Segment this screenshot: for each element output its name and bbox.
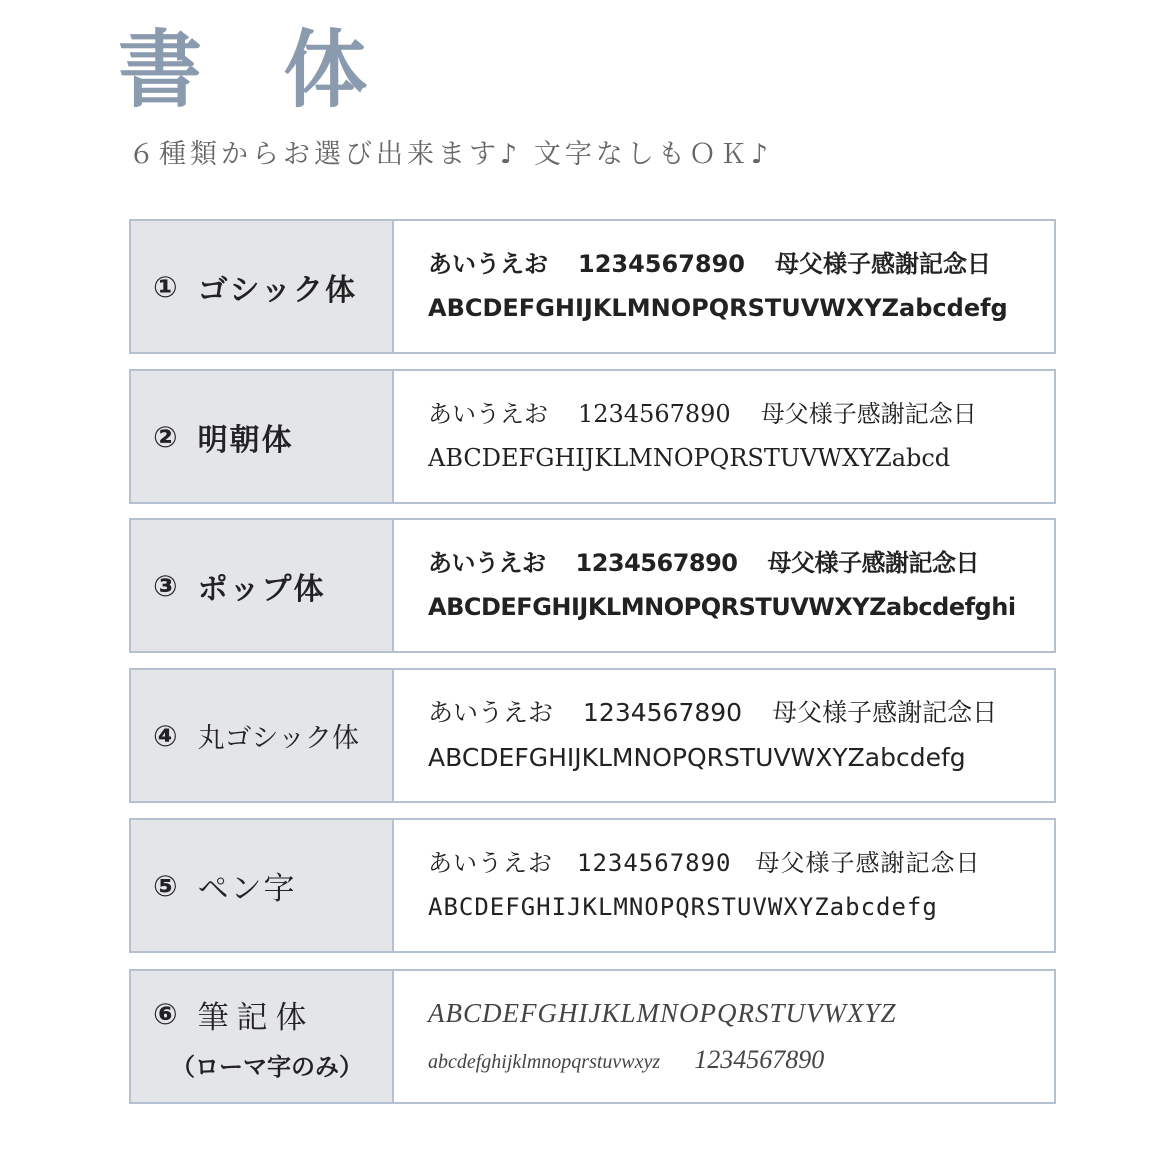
sample-digits: 1234567890	[583, 697, 743, 727]
font-number: ⑤	[153, 868, 178, 903]
sample-kanji: 母父様子感謝記念日	[755, 848, 981, 877]
font-name: 筆記体	[197, 999, 315, 1036]
font-number: ⑥	[153, 997, 178, 1031]
sample-line-japanese	[428, 550, 1054, 578]
sample-digits: 1234567890	[578, 399, 731, 428]
font-row-maru-gothic	[129, 668, 1056, 803]
font-number: ②	[153, 419, 178, 454]
sample-line-alphabet: ABCDEFGHIJKLMNOPQRSTUVWXYZabcdefg	[428, 742, 966, 772]
font-row-gothic	[129, 219, 1056, 354]
font-number: ③	[153, 568, 178, 603]
sample-kana: あいうえお	[428, 697, 554, 727]
font-row-pop	[129, 518, 1056, 653]
font-number: ①	[153, 269, 178, 304]
font-row-script	[129, 969, 1056, 1104]
sample-line-alphabet: ABCDEFGHIJKLMNOPQRSTUVWXYZabcdefg	[428, 892, 938, 921]
sample-kana: あいうえお	[428, 848, 553, 877]
font-sample	[394, 971, 1054, 1102]
sample-line-japanese	[428, 850, 1054, 878]
sample-line-alphabet: ABCDEFGHIJKLMNOPQRSTUVWXYZabcdefghi	[428, 592, 1016, 621]
sample-kanji: 母父様子感謝記念日	[760, 399, 977, 428]
font-row-mincho	[129, 369, 1056, 504]
sample-digits: 1234567890	[577, 848, 732, 877]
font-name: ペン字	[197, 871, 297, 907]
sample-digits: 1234567890	[578, 249, 745, 278]
page-subtitle: ６種類からお選び出来ます♪ 文字なしもＯＫ♪	[128, 139, 773, 170]
font-label	[131, 971, 394, 1102]
sample-line-alphabet: ABCDEFGHIJKLMNOPQRSTUVWXYZabcdefg	[428, 293, 1008, 322]
page-title: 書 体	[118, 21, 394, 119]
sample-line-japanese	[428, 401, 1054, 429]
sample-digits: 1234567890	[575, 548, 738, 577]
sample-kana: あいうえお	[428, 399, 548, 428]
font-name: ポップ体	[197, 571, 326, 607]
sample-digits: 1234567890	[694, 1045, 825, 1075]
font-name: 明朝体	[197, 422, 294, 458]
sample-line-uppercase: ABCDEFGHIJKLMNOPQRSTUVWXYZ	[428, 998, 897, 1029]
sample-line-japanese	[428, 699, 1054, 728]
font-number: ④	[153, 718, 178, 753]
font-sample	[394, 371, 1054, 502]
font-label	[131, 221, 394, 352]
sample-lowercase: abcdefghijklmnopqrstuvwxyz	[428, 1051, 661, 1074]
sample-kanji: 母父様子感謝記念日	[775, 249, 991, 278]
sample-kanji: 母父様子感謝記念日	[772, 697, 998, 727]
font-row-pen	[129, 818, 1056, 953]
font-label	[131, 820, 394, 951]
sample-line-alphabet: ABCDEFGHIJKLMNOPQRSTUVWXYZabcd	[428, 443, 951, 472]
font-label	[131, 371, 394, 502]
sample-kana: あいうえお	[428, 249, 548, 278]
font-sample	[394, 520, 1054, 651]
font-label	[131, 520, 394, 651]
font-sample	[394, 221, 1054, 352]
font-label	[131, 670, 394, 801]
font-sample	[394, 820, 1054, 951]
sample-kanji: 母父様子感謝記念日	[767, 548, 979, 577]
font-name: 丸ゴシック体	[197, 723, 360, 754]
sample-line-lower	[428, 1045, 1054, 1075]
font-note: （ローマ字のみ）	[171, 1052, 363, 1081]
sample-line-japanese	[428, 251, 1054, 279]
sample-kana: あいうえお	[428, 548, 546, 577]
font-name: ゴシック体	[197, 272, 357, 308]
font-sample	[394, 670, 1054, 801]
